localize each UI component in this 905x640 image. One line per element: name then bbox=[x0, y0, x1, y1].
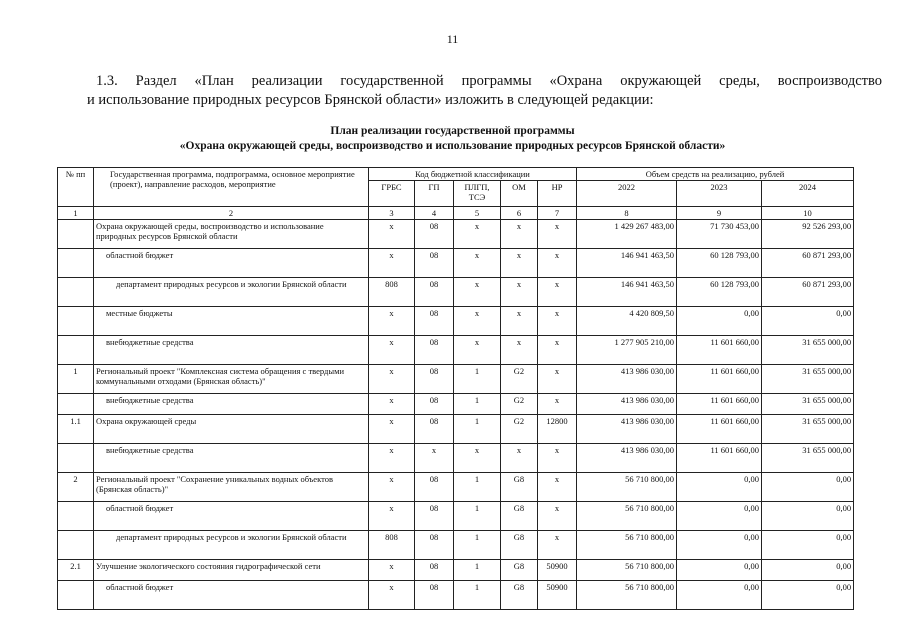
table-row bbox=[58, 394, 854, 415]
cell-pgp: 1 bbox=[454, 415, 501, 444]
cell-name: областной бюджет bbox=[94, 249, 369, 278]
cell-pgp: 1 bbox=[454, 365, 501, 394]
header-gp: ГП bbox=[415, 181, 454, 207]
cell-2022: 1 429 267 483,00 bbox=[577, 220, 677, 249]
cell-grbs: 808 bbox=[369, 278, 415, 307]
cell-2024: 60 871 293,00 bbox=[762, 278, 854, 307]
cell-np: x bbox=[538, 249, 577, 278]
cell-name: внебюджетные средства bbox=[94, 336, 369, 365]
cell-2023: 11 601 660,00 bbox=[677, 365, 762, 394]
cell-name: внебюджетные средства bbox=[94, 394, 369, 415]
table-row-project-2 bbox=[58, 473, 854, 502]
cell-name: Региональный проект "Комплексная система обращения с твердыми коммунальными отходами (Брянская область)" bbox=[94, 365, 369, 394]
cell-gp: 08 bbox=[415, 502, 454, 531]
cell-grbs: x bbox=[369, 394, 415, 415]
cell-grbs: x bbox=[369, 336, 415, 365]
cell-2024: 0,00 bbox=[762, 502, 854, 531]
cell-grbs: 808 bbox=[369, 531, 415, 560]
cell-2022: 56 710 800,00 bbox=[577, 473, 677, 502]
cell-num bbox=[58, 249, 94, 278]
cell-pgp: 1 bbox=[454, 502, 501, 531]
cell-pgp: x bbox=[454, 249, 501, 278]
cell-om: G8 bbox=[501, 581, 538, 610]
cell-2023: 11 601 660,00 bbox=[677, 444, 762, 473]
cell-2023: 0,00 bbox=[677, 560, 762, 581]
colnum-cell: 9 bbox=[677, 207, 762, 220]
cell-num bbox=[58, 531, 94, 560]
cell-pgp: 1 bbox=[454, 531, 501, 560]
cell-om: G8 bbox=[501, 473, 538, 502]
colnum-cell: 1 bbox=[58, 207, 94, 220]
cell-pgp: x bbox=[454, 336, 501, 365]
table-row bbox=[58, 502, 854, 531]
cell-om: x bbox=[501, 307, 538, 336]
cell-om: x bbox=[501, 249, 538, 278]
cell-grbs: x bbox=[369, 581, 415, 610]
cell-np: x bbox=[538, 502, 577, 531]
cell-num bbox=[58, 220, 94, 249]
colnum-cell: 10 bbox=[762, 207, 854, 220]
cell-gp: 08 bbox=[415, 415, 454, 444]
cell-grbs: x bbox=[369, 473, 415, 502]
paragraph-line-2: и использование природных ресурсов Брянской области» изложить в следующей редакции: bbox=[87, 92, 654, 108]
cell-num: 1 bbox=[58, 365, 94, 394]
paragraph-line-1: 1.3. Раздел «План реализации государственной программы «Охрана окружающей среды, воспроизводство bbox=[96, 73, 882, 89]
cell-2023: 11 601 660,00 bbox=[677, 394, 762, 415]
cell-num bbox=[58, 581, 94, 610]
cell-grbs: x bbox=[369, 444, 415, 473]
cell-om: x bbox=[501, 336, 538, 365]
header-kbk: Код бюджетной классификации bbox=[369, 168, 577, 181]
cell-2024: 0,00 bbox=[762, 473, 854, 502]
cell-2024: 0,00 bbox=[762, 560, 854, 581]
cell-gp: 08 bbox=[415, 473, 454, 502]
cell-num bbox=[58, 336, 94, 365]
cell-2023: 0,00 bbox=[677, 581, 762, 610]
cell-name: Охрана окружающей среды, воспроизводство и использование природных ресурсов Брянской области bbox=[94, 220, 369, 249]
cell-2024: 0,00 bbox=[762, 531, 854, 560]
cell-num bbox=[58, 502, 94, 531]
cell-2024: 31 655 000,00 bbox=[762, 365, 854, 394]
cell-np: 50900 bbox=[538, 581, 577, 610]
cell-gp: 08 bbox=[415, 365, 454, 394]
colnum-cell: 7 bbox=[538, 207, 577, 220]
table-row-measure-1-1 bbox=[58, 415, 854, 444]
cell-2024: 60 871 293,00 bbox=[762, 249, 854, 278]
cell-2023: 11 601 660,00 bbox=[677, 336, 762, 365]
cell-pgp: 1 bbox=[454, 473, 501, 502]
cell-pgp: x bbox=[454, 220, 501, 249]
cell-2022: 413 986 030,00 bbox=[577, 444, 677, 473]
cell-gp: 08 bbox=[415, 336, 454, 365]
cell-num bbox=[58, 444, 94, 473]
cell-name: департамент природных ресурсов и экологии Брянской области bbox=[94, 278, 369, 307]
header-2024: 2024 bbox=[762, 181, 854, 207]
cell-gp: x bbox=[415, 444, 454, 473]
cell-2024: 31 655 000,00 bbox=[762, 394, 854, 415]
cell-gp: 08 bbox=[415, 394, 454, 415]
cell-om: G2 bbox=[501, 365, 538, 394]
table-row bbox=[58, 278, 854, 307]
cell-name: Охрана окружающей среды bbox=[94, 415, 369, 444]
cell-om: G8 bbox=[501, 531, 538, 560]
cell-2022: 1 277 905 210,00 bbox=[577, 336, 677, 365]
cell-om: G8 bbox=[501, 502, 538, 531]
page-number: 11 bbox=[446, 32, 459, 46]
cell-2023: 60 128 793,00 bbox=[677, 278, 762, 307]
cell-om: G8 bbox=[501, 560, 538, 581]
cell-name: Региональный проект "Сохранение уникальных водных объектов (Брянская область)" bbox=[94, 473, 369, 502]
cell-grbs: x bbox=[369, 307, 415, 336]
cell-np: 12800 bbox=[538, 415, 577, 444]
cell-gp: 08 bbox=[415, 249, 454, 278]
cell-num: 2.1 bbox=[58, 560, 94, 581]
header-num: № пп bbox=[58, 168, 94, 207]
colnum-cell: 3 bbox=[369, 207, 415, 220]
colnum-cell: 5 bbox=[454, 207, 501, 220]
cell-pgp: x bbox=[454, 278, 501, 307]
table-row bbox=[58, 307, 854, 336]
cell-gp: 08 bbox=[415, 560, 454, 581]
plan-title-line-1: План реализации государственной программы bbox=[330, 125, 575, 137]
header-pgp: ПЛГП, ТСЭ bbox=[454, 181, 501, 207]
cell-gp: 08 bbox=[415, 531, 454, 560]
cell-2024: 0,00 bbox=[762, 581, 854, 610]
header-2023: 2023 bbox=[677, 181, 762, 207]
table-header bbox=[58, 168, 854, 220]
cell-2022: 4 420 809,50 bbox=[577, 307, 677, 336]
table-row bbox=[58, 581, 854, 610]
cell-grbs: x bbox=[369, 560, 415, 581]
cell-name: Улучшение экологического состояния гидрографической сети bbox=[94, 560, 369, 581]
table-row bbox=[58, 249, 854, 278]
cell-grbs: x bbox=[369, 249, 415, 278]
cell-grbs: x bbox=[369, 220, 415, 249]
cell-num bbox=[58, 307, 94, 336]
cell-np: x bbox=[538, 444, 577, 473]
cell-2022: 56 710 800,00 bbox=[577, 502, 677, 531]
table-row-program-total bbox=[58, 220, 854, 249]
colnum-cell: 4 bbox=[415, 207, 454, 220]
cell-gp: 08 bbox=[415, 278, 454, 307]
cell-gp: 08 bbox=[415, 307, 454, 336]
cell-2024: 31 655 000,00 bbox=[762, 415, 854, 444]
cell-np: x bbox=[538, 394, 577, 415]
cell-pgp: x bbox=[454, 307, 501, 336]
cell-2022: 413 986 030,00 bbox=[577, 365, 677, 394]
cell-om: x bbox=[501, 278, 538, 307]
cell-2022: 56 710 800,00 bbox=[577, 581, 677, 610]
colnum-cell: 8 bbox=[577, 207, 677, 220]
cell-name: областной бюджет bbox=[94, 502, 369, 531]
table-row bbox=[58, 531, 854, 560]
cell-grbs: x bbox=[369, 365, 415, 394]
cell-num bbox=[58, 394, 94, 415]
cell-num bbox=[58, 278, 94, 307]
cell-2024: 31 655 000,00 bbox=[762, 336, 854, 365]
cell-2023: 11 601 660,00 bbox=[677, 415, 762, 444]
table-row-measure-2-1 bbox=[58, 560, 854, 581]
cell-grbs: x bbox=[369, 415, 415, 444]
cell-om: x bbox=[501, 220, 538, 249]
table-row bbox=[58, 444, 854, 473]
cell-np: 50900 bbox=[538, 560, 577, 581]
cell-2022: 56 710 800,00 bbox=[577, 560, 677, 581]
cell-2022: 56 710 800,00 bbox=[577, 531, 677, 560]
header-name: Государственная программа, подпрограмма, основное мероприятие (проект), направление расходов, мероприятие bbox=[94, 168, 369, 207]
cell-2023: 0,00 bbox=[677, 502, 762, 531]
header-volume: Объем средств на реализацию, рублей bbox=[577, 168, 854, 181]
plan-table bbox=[57, 167, 854, 610]
cell-2024: 0,00 bbox=[762, 307, 854, 336]
cell-name: департамент природных ресурсов и экологии Брянской области bbox=[94, 531, 369, 560]
cell-2022: 413 986 030,00 bbox=[577, 394, 677, 415]
table-row-project-1 bbox=[58, 365, 854, 394]
cell-num: 1.1 bbox=[58, 415, 94, 444]
cell-pgp: 1 bbox=[454, 581, 501, 610]
cell-om: G2 bbox=[501, 394, 538, 415]
header-grbs: ГРБС bbox=[369, 181, 415, 207]
cell-2022: 146 941 463,50 bbox=[577, 249, 677, 278]
colnum-cell: 2 bbox=[94, 207, 369, 220]
cell-2024: 92 526 293,00 bbox=[762, 220, 854, 249]
cell-2022: 146 941 463,50 bbox=[577, 278, 677, 307]
colnum-cell: 6 bbox=[501, 207, 538, 220]
cell-pgp: 1 bbox=[454, 560, 501, 581]
cell-om: x bbox=[501, 444, 538, 473]
cell-2023: 0,00 bbox=[677, 531, 762, 560]
header-2022: 2022 bbox=[577, 181, 677, 207]
cell-2024: 31 655 000,00 bbox=[762, 444, 854, 473]
cell-np: x bbox=[538, 531, 577, 560]
cell-2023: 0,00 bbox=[677, 473, 762, 502]
table-row bbox=[58, 336, 854, 365]
cell-name: внебюджетные средства bbox=[94, 444, 369, 473]
cell-np: x bbox=[538, 278, 577, 307]
cell-2023: 0,00 bbox=[677, 307, 762, 336]
cell-om: G2 bbox=[501, 415, 538, 444]
cell-grbs: x bbox=[369, 502, 415, 531]
cell-np: x bbox=[538, 336, 577, 365]
cell-num: 2 bbox=[58, 473, 94, 502]
header-np: НР bbox=[538, 181, 577, 207]
cell-np: x bbox=[538, 473, 577, 502]
cell-2022: 413 986 030,00 bbox=[577, 415, 677, 444]
cell-gp: 08 bbox=[415, 220, 454, 249]
cell-np: x bbox=[538, 307, 577, 336]
cell-np: x bbox=[538, 220, 577, 249]
cell-2023: 71 730 453,00 bbox=[677, 220, 762, 249]
column-number-row bbox=[58, 207, 854, 220]
plan-title-line-2: «Охрана окружающей среды, воспроизводство и использование природных ресурсов Брянской области» bbox=[179, 140, 726, 152]
cell-pgp: x bbox=[454, 444, 501, 473]
cell-np: x bbox=[538, 365, 577, 394]
cell-name: областной бюджет bbox=[94, 581, 369, 610]
cell-gp: 08 bbox=[415, 581, 454, 610]
cell-2023: 60 128 793,00 bbox=[677, 249, 762, 278]
cell-pgp: 1 bbox=[454, 394, 501, 415]
cell-name: местные бюджеты bbox=[94, 307, 369, 336]
header-om: ОМ bbox=[501, 181, 538, 207]
